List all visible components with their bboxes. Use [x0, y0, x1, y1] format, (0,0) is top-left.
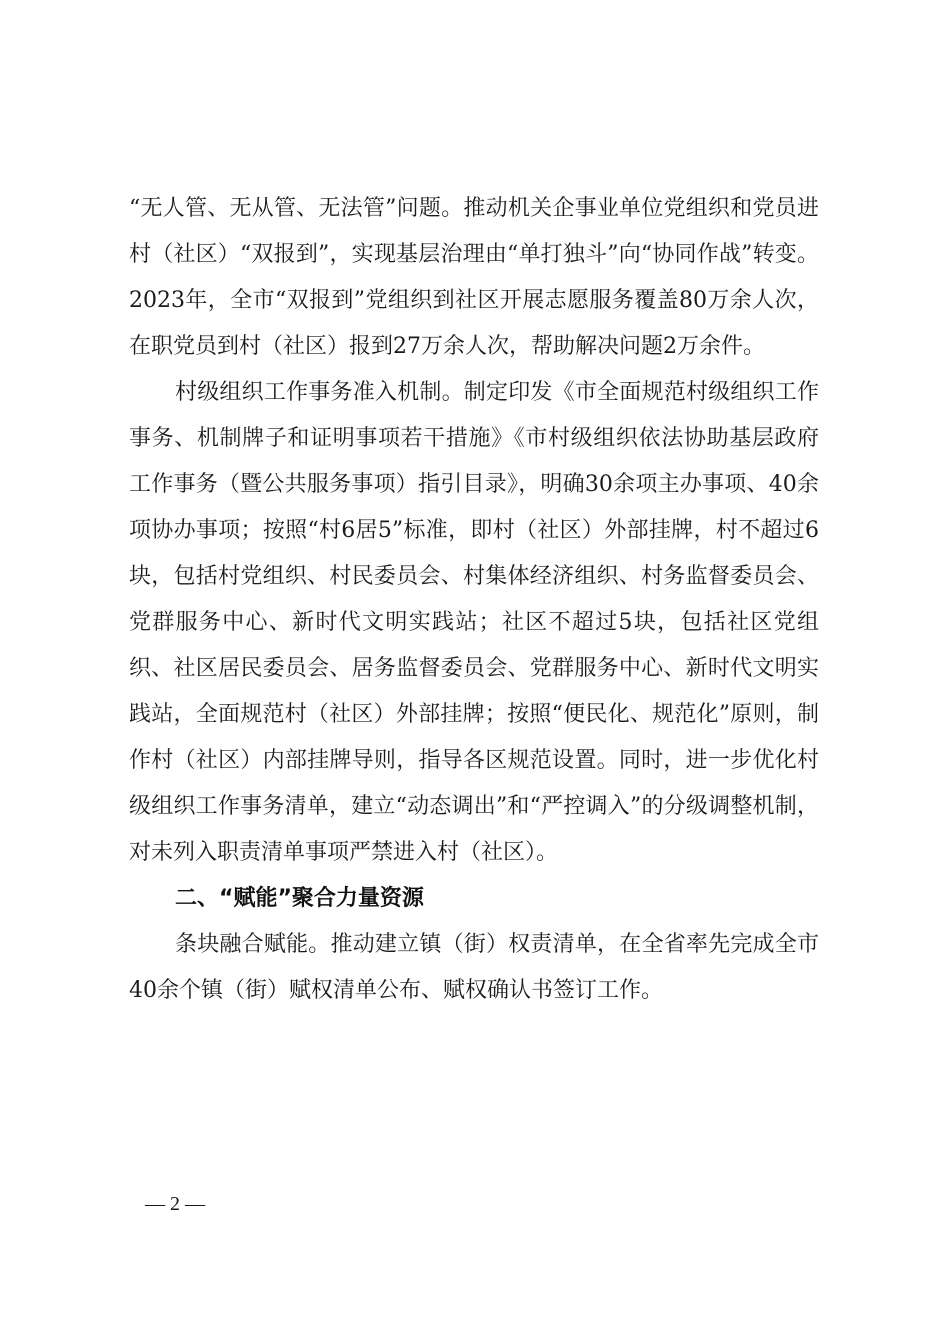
paragraph-3: 条块融合赋能。推动建立镇（街）权责清单，在全省率先完成全市40余个镇（街）赋权清单公布、赋权确认书签订工作。: [129, 932, 819, 1003]
page-number: — 2 —: [145, 1193, 205, 1215]
paragraph-1: “无人管、无从管、无法管”问题。推动机关企事业单位党组织和党员进村（社区）“双报到”，实现基层治理由“单打独斗”向“协同作战”转变。2023年，全市“双报到”党组织到社区开展志愿服务覆盖80万余人次，在职党员到村（社区）报到27万余人次，帮助解决问题2万余件。: [129, 196, 819, 359]
document-body: [129, 186, 819, 1014]
section-heading: 二、“赋能”聚合力量资源: [175, 886, 424, 911]
paragraph-2: 村级组织工作事务准入机制。制定印发《市全面规范村级组织工作事务、机制牌子和证明事项若干措施》《市村级组织依法协助基层政府工作事务（暨公共服务事项）指引目录》，明确30余项主办事项、40余项协办事项；按照“村6居5”标准，即村（社区）外部挂牌，村不超过6块，包括村党组织、村民委员会、村集体经济组织、村务监督委员会、党群服务中心、新时代文明实践站；社区不超过5块，包括社区党组织、社区居民委员会、居务监督委员会、党群服务中心、新时代文明实践站，全面规范村（社区）外部挂牌；按照“便民化、规范化”原则，制作村（社区）内部挂牌导则，指导各区规范设置。同时，进一步优化村级组织工作事务清单，建立“动态调出”和“严控调入”的分级调整机制，对未列入职责清单事项严禁进入村（社区）。: [129, 380, 819, 865]
